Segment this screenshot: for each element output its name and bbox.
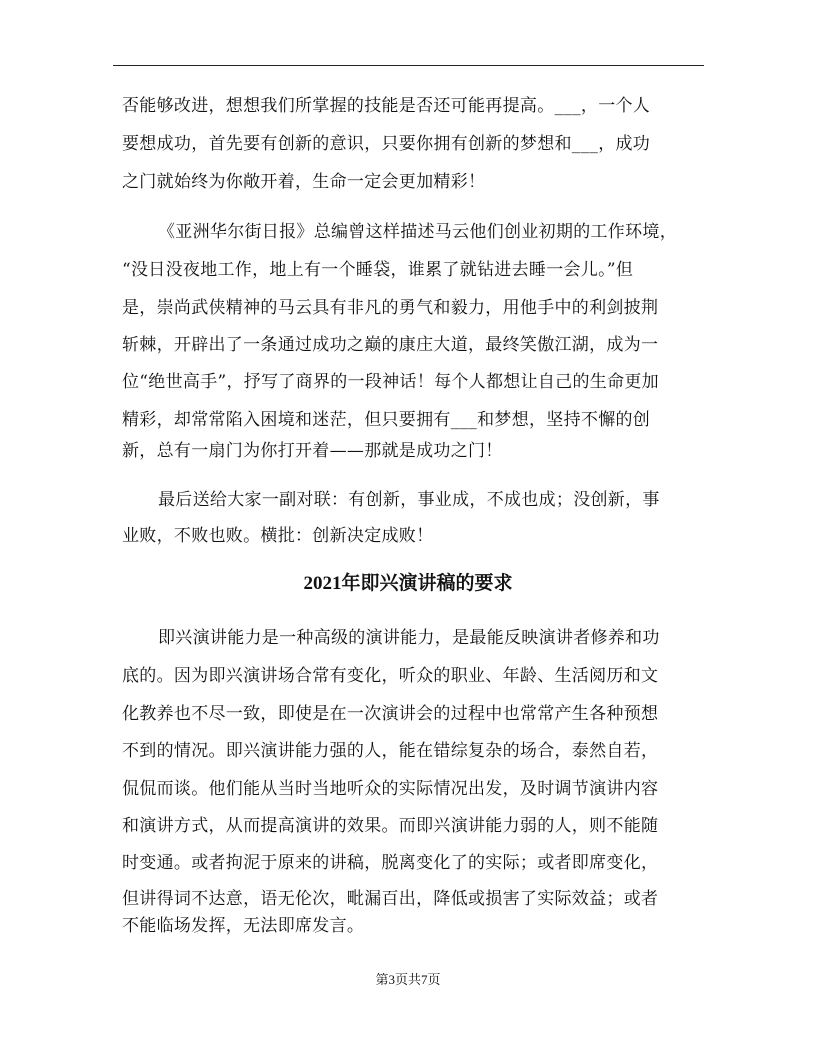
body-line: 底的。因为即兴演讲场合常有变化，听众的职业、年龄、生活阅历和文 <box>122 666 659 686</box>
body-line: 斩棘，开辟出了一条通过成功之巅的康庄大道，最终笑傲江湖，成为一 <box>122 335 659 355</box>
body-line: 之门就始终为你敞开着，生命一定会更加精彩！ <box>122 172 486 192</box>
section-title: 2021年即兴演讲稿的要求 <box>303 573 513 594</box>
body-line: 是，崇尚武侠精神的马云具有非凡的勇气和毅力，用他手中的利剑披荆 <box>122 298 659 318</box>
body-line: 要想成功，首先要有创新的意识，只要你拥有创新的梦想和___，成功 <box>122 134 651 154</box>
body-line: 时变通。或者拘泥于原来的讲稿，脱离变化了的实际；或者即席变化， <box>122 853 659 873</box>
body-line: 最后送给大家一副对联：有创新，事业成，不成也成；没创新，事 <box>158 490 660 510</box>
body-line: 不到的情况。即兴演讲能力强的人，能在错综复杂的场合，泰然自若， <box>122 741 659 761</box>
page-number: 第3页共7页 <box>375 972 441 987</box>
body-line: 化教养也不尽一致，即使是在一次演讲会的过程中也常常产生各种预想 <box>122 704 659 724</box>
body-line: 位“绝世高手”，抒写了商界的一段神话！每个人都想让自己的生命更加 <box>122 372 659 392</box>
body-line: 《亚洲华尔街日报》总编曾这样描述马云他们创业初期的工作环境， <box>158 222 677 242</box>
body-line: 精彩，却常常陷入困境和迷茫，但只要拥有___和梦想，坚持不懈的创 <box>122 410 651 430</box>
body-line: 即兴演讲能力是一种高级的演讲能力，是最能反映演讲者修养和功 <box>158 628 660 648</box>
body-line: 业败，不败也败。横批：创新决定成败！ <box>122 526 434 546</box>
body-line: 但讲得词不达意，语无伦次，毗漏百出，降低或损害了实际效益；或者 <box>122 889 659 909</box>
body-line: 和演讲方式，从而提高演讲的效果。而即兴演讲能力弱的人，则不能随 <box>122 816 659 836</box>
body-line: 侃侃而谈。他们能从当时当地听众的实际情况出发，及时调节演讲内容 <box>122 779 659 799</box>
header-rule <box>113 65 704 66</box>
body-line: “没日没夜地工作，地上有一个睡袋，谁累了就钻进去睡一会儿。”但 <box>122 260 634 280</box>
body-line: 不能临场发挥，无法即席发言。 <box>122 916 365 936</box>
body-line: 新，总有一扇门为你打开着——那就是成功之门！ <box>122 441 503 461</box>
body-line: 否能够改进，想想我们所掌握的技能是否还可能再提高。___，一个人 <box>122 96 651 116</box>
